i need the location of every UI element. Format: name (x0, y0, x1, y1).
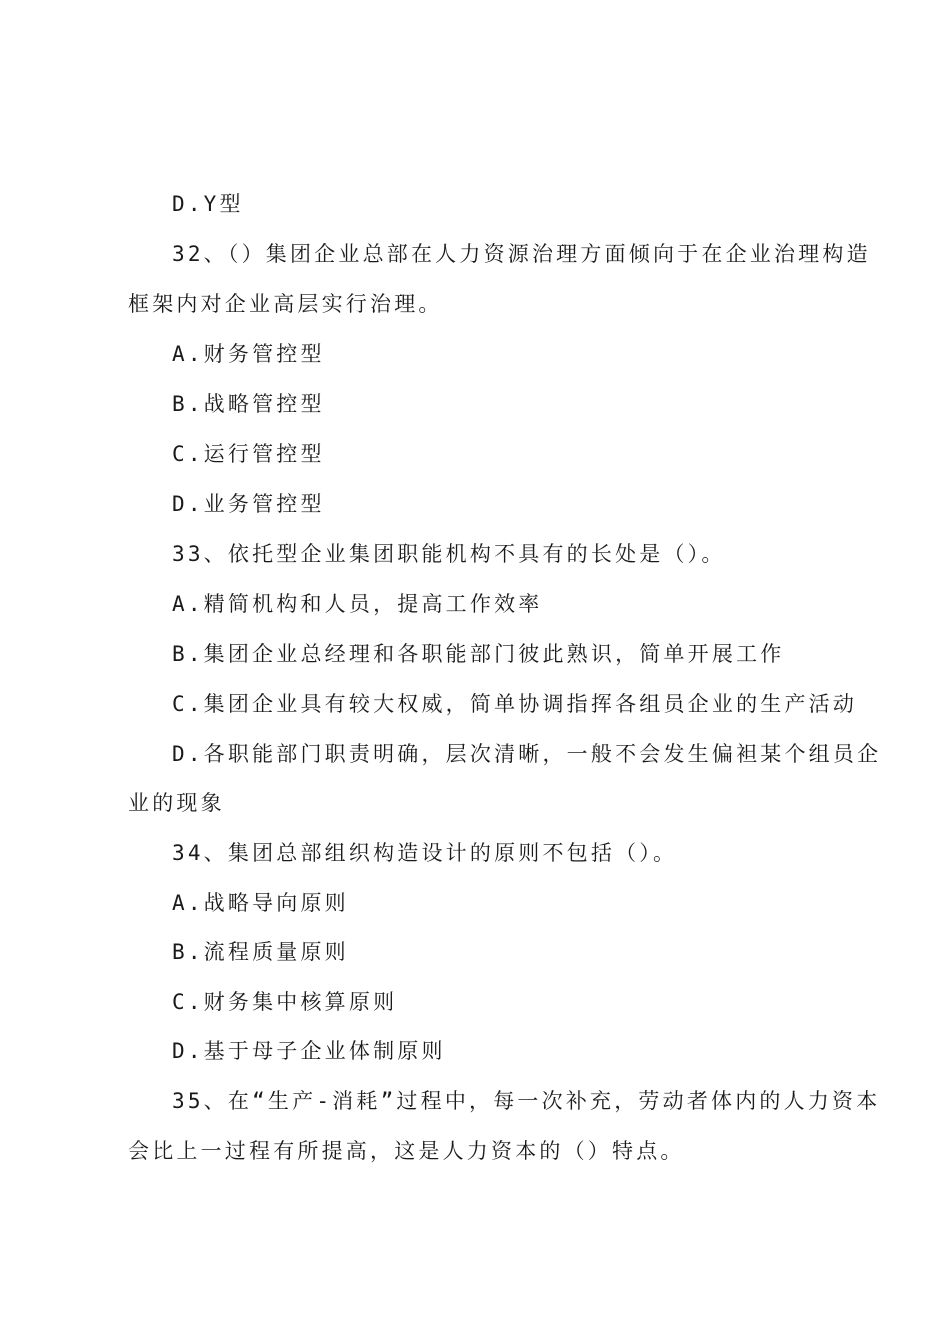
q33-option-a: A.精简机构和人员，提高工作效率 (172, 592, 543, 616)
q35-stem-line2: 会比上一过程有所提高，这是人力资本的（）特点。 (128, 1139, 685, 1163)
q33-stem: 33、依托型企业集团职能机构不具有的长处是（）。 (172, 542, 726, 566)
q33-option-c: C.集团企业具有较大权威，简单协调指挥各组员企业的生产活动 (172, 692, 858, 716)
q34-option-c: C.财务集中核算原则 (172, 990, 398, 1014)
q33-option-d-line2: 业的现象 (128, 791, 225, 815)
q32-option-c: C.运行管控型 (172, 442, 325, 466)
q35-stem-line1: 35、在“生产-消耗”过程中，每一次补充，劳动者体内的人力资本 (172, 1089, 881, 1113)
q34-option-d: D.基于母子企业体制原则 (172, 1039, 446, 1063)
q31-option-d: D.Y型 (172, 192, 244, 216)
q32-stem-line2: 框架内对企业高层实行治理。 (128, 292, 443, 316)
q32-option-b: B.战略管控型 (172, 392, 325, 416)
q32-option-a: A.财务管控型 (172, 342, 325, 366)
q34-option-b: B.流程质量原则 (172, 940, 349, 964)
q34-stem: 34、集团总部组织构造设计的原则不包括（）。 (172, 841, 678, 865)
q32-stem-line1: 32、（）集团企业总部在人力资源治理方面倾向于在企业治理构造 (172, 242, 871, 266)
q33-option-d-line1: D.各职能部门职责明确，层次清晰，一般不会发生偏袒某个组员企 (172, 742, 882, 766)
q32-option-d: D.业务管控型 (172, 492, 325, 516)
q33-option-b: B.集团企业总经理和各职能部门彼此熟识，简单开展工作 (172, 642, 785, 666)
q34-option-a: A.战略导向原则 (172, 891, 349, 915)
